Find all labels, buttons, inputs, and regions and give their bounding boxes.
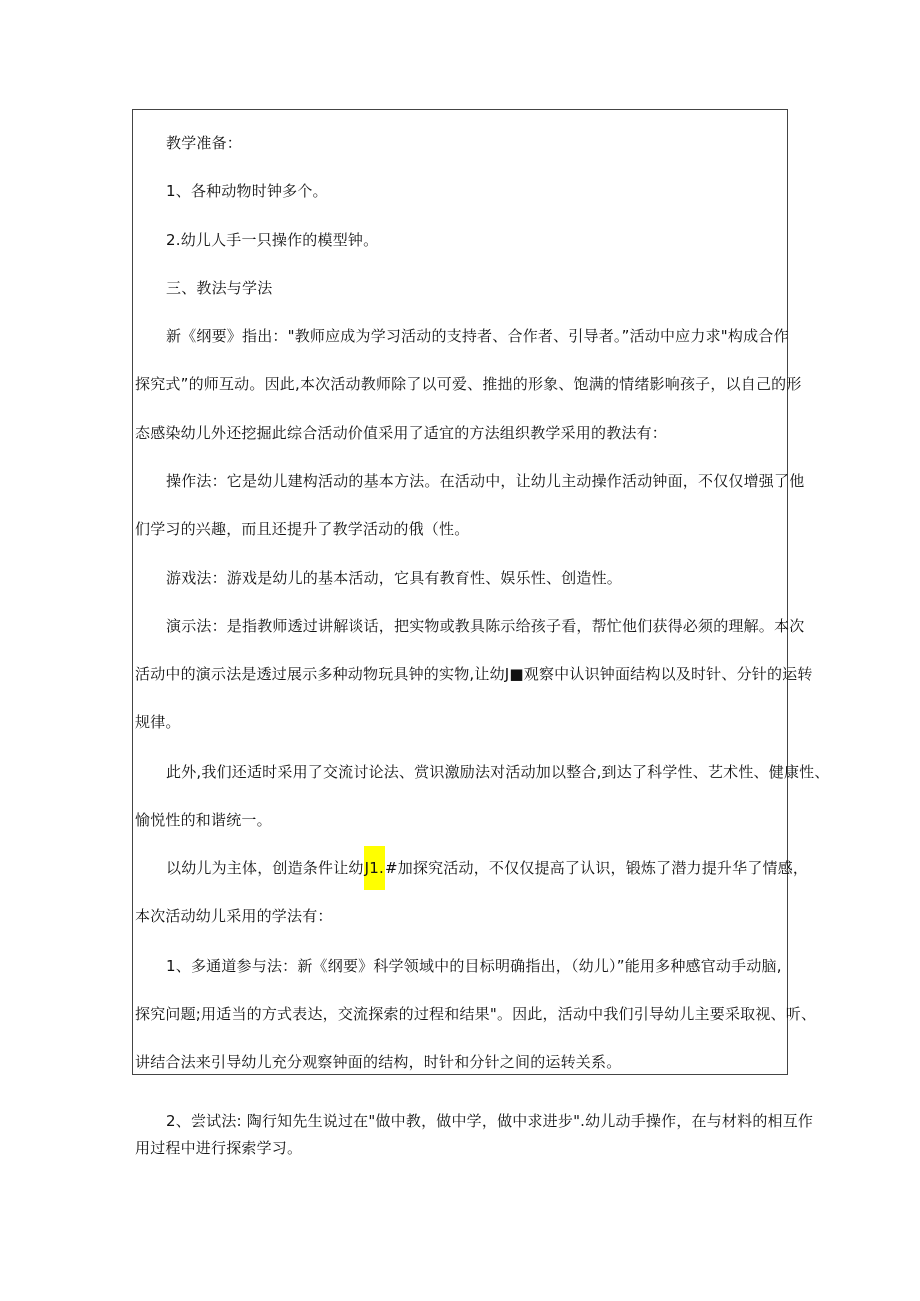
text-line-p4-c: 规律。 — [135, 713, 181, 731]
highlighted-text: J1. — [364, 846, 385, 890]
text-line-p1-b: 探究式”的师互动。因此,本次活动教师除了以可爱、推拙的形象、饱满的情绪影响孩子，以自己的形 — [135, 375, 802, 393]
text-line-p8-b: 用过程中进行探索学习。 — [135, 1139, 303, 1157]
text-line-prep-heading: 教学准备： — [166, 134, 243, 152]
text-line-prep-2: 2.幼儿人手一只操作的模型钟。 — [166, 231, 379, 249]
text-line-p2-a: 操作法：它是幼儿建构活动的基本方法。在活动中，让幼儿主动操作活动钟面，不仅仅增强了他 — [166, 472, 805, 490]
text-line-p6-b: 本次活动幼儿采用的学法有： — [135, 907, 333, 925]
table-cell-border — [132, 109, 830, 1075]
text-segment-before-highlight: 以幼儿为主体，创造条件让幼 — [166, 859, 364, 877]
text-line-p7-a: 1、多通道参与法：新《纲要》科学领域中的目标明确指出，（幼儿）”能用多种感官动手动脑, — [166, 957, 782, 975]
text-line-p8-a: 2、尝试法: 陶行知先生说过在"做中教，做中学，做中求进步".幼儿动手操作，在与材料的相互作 — [166, 1112, 814, 1130]
text-line-p5-b: 愉悦性的和谐统一。 — [135, 811, 272, 829]
text-line-p5-a: 此外,我们还适时采用了交流讨论法、赏识激励法对活动加以整合,到达了科学性、艺术性、健康性、 — [166, 763, 830, 781]
text-line-p4-b: 活动中的演示法是透过展示多种动物玩具钟的实物,让幼J■观察中认识钟面结构以及时针、分针的运转 — [135, 665, 813, 683]
text-line-p3: 游戏法：游戏是幼儿的基本活动，它具有教育性、娱乐性、创造性。 — [166, 569, 623, 587]
text-segment-after-highlight: #加探究活动，不仅仅提高了认识，锻炼了潜力提升华了情感， — [384, 859, 809, 877]
text-line-p7-c: 讲结合法来引导幼儿充分观察钟面的结构，时针和分针之间的运转关系。 — [135, 1053, 622, 1071]
text-line-section-3: 三、教法与学法 — [166, 279, 273, 297]
text-line-p2-b: 们学习的兴趣，而且还提升了教学活动的俄（性。 — [135, 520, 470, 538]
text-line-p7-b: 探究问题;用适当的方式表达，交流探索的过程和结果"。因此，活动中我们引导幼儿主要采取视、听、 — [135, 1005, 817, 1023]
text-line-prep-1: 1、各种动物时钟多个。 — [166, 182, 328, 200]
text-line-p6-a — [166, 858, 809, 878]
text-line-p4-a: 演示法：是指教师透过讲解谈话，把实物或教具陈示给孩子看，帮忙他们获得必须的理解。本次 — [166, 617, 805, 635]
text-line-p1-c: 态感染幼儿外还挖掘此综合活动价值采用了适宜的方法组织教学采用的教法有： — [135, 424, 668, 442]
text-line-p1-a: 新《纲要》指出："教师应成为学习活动的支持者、合作者、引导者。”活动中应力求"构成合作 — [166, 327, 789, 345]
